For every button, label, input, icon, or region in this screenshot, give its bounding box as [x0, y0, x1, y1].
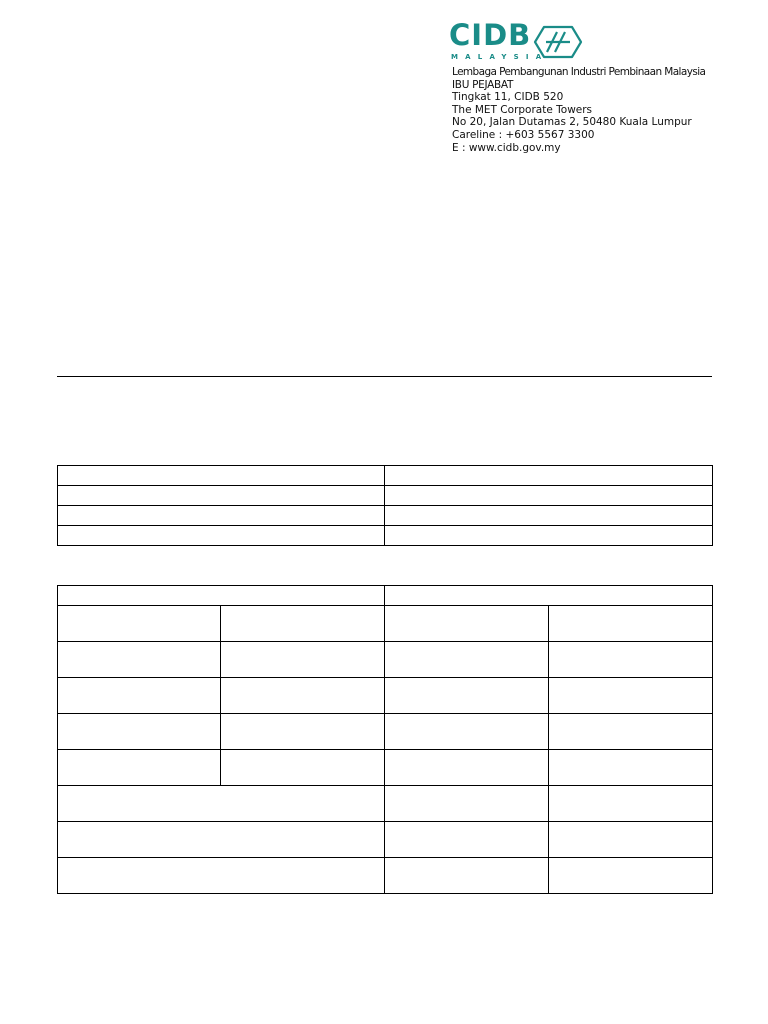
- table-cell: [385, 506, 713, 526]
- table-cell: [58, 642, 221, 678]
- table-cell: [58, 786, 385, 822]
- table-row: [58, 714, 713, 750]
- form-table-2: [57, 585, 713, 894]
- table-row: [58, 606, 713, 642]
- table-cell: [385, 606, 549, 642]
- table-cell: [58, 750, 221, 786]
- letterhead-address: [452, 66, 705, 154]
- logo-subtext: MALAYSIA: [451, 53, 549, 61]
- table-row: [58, 858, 713, 894]
- table-row: [58, 678, 713, 714]
- table-row: [58, 750, 713, 786]
- cidb-logo: [449, 18, 584, 64]
- table-row: [58, 486, 713, 506]
- table-cell: [58, 466, 385, 486]
- table-cell: [549, 822, 713, 858]
- careline: Careline : +603 5567 3300: [452, 128, 595, 141]
- form-table-1: [57, 465, 713, 546]
- website: E : www.cidb.gov.my: [452, 141, 561, 154]
- table-cell: [549, 714, 713, 750]
- address-line-2: The MET Corporate Towers: [452, 103, 593, 116]
- table-cell: [221, 714, 385, 750]
- office-name: IBU PEJABAT: [452, 78, 514, 91]
- table-cell: [385, 526, 713, 546]
- table-cell: [549, 858, 713, 894]
- table-cell: [385, 822, 549, 858]
- table-row: [58, 586, 713, 606]
- header-divider: [57, 376, 712, 377]
- organisation-name: Lembaga Pembangunan Industri Pembinaan Malaysia: [452, 66, 706, 78]
- table-row: [58, 786, 713, 822]
- table-row: [58, 466, 713, 486]
- table-cell: [58, 678, 221, 714]
- table-cell: [549, 750, 713, 786]
- address-line-1: Tingkat 11, CIDB 520: [452, 91, 564, 104]
- table-cell: [549, 786, 713, 822]
- table-row: [58, 642, 713, 678]
- table-cell: [385, 642, 549, 678]
- cidb-hexagon-mark-icon: [533, 24, 583, 60]
- table-cell: [58, 714, 221, 750]
- table-cell: [58, 526, 385, 546]
- table-cell: [385, 486, 713, 506]
- table-cell: [385, 586, 713, 606]
- table-cell: [549, 678, 713, 714]
- table-cell: [385, 858, 549, 894]
- table-cell: [549, 606, 713, 642]
- table-row: [58, 526, 713, 546]
- table-cell: [549, 642, 713, 678]
- table-cell: [58, 506, 385, 526]
- table-cell: [58, 822, 385, 858]
- table-cell: [58, 586, 385, 606]
- table-row: [58, 506, 713, 526]
- table-row: [58, 822, 713, 858]
- table-cell: [385, 714, 549, 750]
- table-cell: [58, 606, 221, 642]
- table-cell: [58, 486, 385, 506]
- table-cell: [385, 786, 549, 822]
- logo-wordmark: CIDB: [449, 18, 532, 52]
- table-cell: [221, 606, 385, 642]
- table-cell: [385, 678, 549, 714]
- table-cell: [221, 642, 385, 678]
- table-cell: [385, 466, 713, 486]
- table-cell: [385, 750, 549, 786]
- table-cell: [58, 858, 385, 894]
- table-cell: [221, 750, 385, 786]
- table-cell: [221, 678, 385, 714]
- address-line-3: No 20, Jalan Dutamas 2, 50480 Kuala Lumpur: [452, 116, 692, 129]
